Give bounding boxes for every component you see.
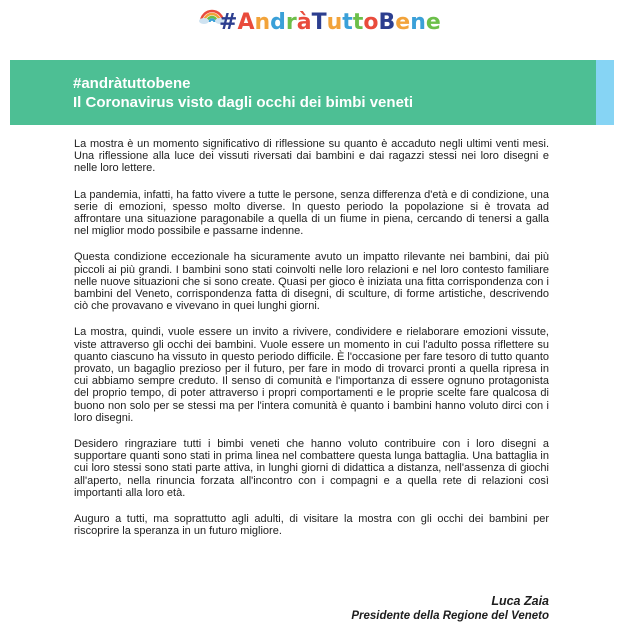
paragraph: Auguro a tutti, ma soprattutto agli adulti, di visitare la mostra con gli occhi dei bambini per riscoprire la speranza in un futuro migliore.	[74, 513, 549, 538]
banner-accent-stripe	[596, 60, 614, 125]
paragraph: La mostra, quindi, vuole essere un invito a rivivere, condividere e rielaborare emozioni vissute, viste attraverso gli occhi dei bambini. Vuole essere un momento in cui l'adulto possa riflettere su quanto ciascuno ha vissuto in questo periodo difficile. È l'occasione per fare tesoro di tutto quanto provato, un bagaglio prezioso per il futuro, per fare in modo di trovarci pronti a quella ripresa in cui abbiamo sempre creduto. Il senso di comunità e l'importanza di essere ognuno protagonista del proprio tempo, di poter attraverso i propri comportamenti e le proprie scelte fare qualcosa di buono non solo per se stessi ma per l'intera comunità è quanto i bambini hanno voluto dirci con i loro disegni.	[74, 326, 549, 424]
logo-letter: #	[219, 10, 238, 35]
paragraph: Desidero ringraziare tutti i bimbi veneti che hanno voluto contribuire con i loro disegni a supportare quanti sono stati in prima linea nel combattere questa lunga battaglia. Una battaglia in cui loro stessi sono stati parte attiva, in lunghi giorni di didattica a distanza, nell'assenza di giochi all'aperto, nella rinuncia forzata all'incontro con i compagni e a quella rete di relazioni così importanti alla loro età.	[74, 438, 549, 499]
logo-letter: u	[326, 10, 343, 35]
logo-letter: T	[311, 10, 327, 35]
paragraph: La pandemia, infatti, ha fatto vivere a tutte le persone, senza differenza d'età e di condizione, una serie di emozioni, spesso molto diverse. In questo periodo la popolazione si è trovata ad affrontare una situazione paragonabile a quella di un fiume in piena, cercando di tenersi a galla nel miglior modo possibile e passarne indenne.	[74, 188, 549, 238]
signature	[351, 594, 549, 624]
logo-letter: n	[410, 10, 426, 35]
banner-hashtag: #andràtuttobene	[73, 75, 191, 92]
logo-hashtag	[219, 10, 441, 35]
logo-letter: t	[342, 10, 353, 35]
header-logo	[0, 0, 629, 48]
logo-letter: t	[352, 10, 364, 35]
logo-letter: r	[285, 10, 297, 35]
signature-name: Luca Zaia	[491, 594, 549, 608]
signature-role: Presidente della Regione del Veneto	[351, 610, 549, 622]
banner-title	[73, 74, 413, 112]
logo-letter: o	[363, 10, 379, 35]
logo-letter: A	[237, 10, 255, 35]
logo-letter: d	[270, 10, 286, 35]
paragraph: Questa condizione eccezionale ha sicuramente avuto un impatto rilevante nei bambini, dai più piccoli ai più grandi. I bambini sono stati coinvolti nelle loro relazioni e nel loro contesto familiare nelle nuove situazioni che si sono create. Quasi per gioco è iniziata una fitta corrispondenza con i bambini del Veneto, corrispondenza fatta di disegni, di sculture, di forme artistiche, descrivendo ciò che provavano e vivevano in quei lunghi giorni.	[74, 251, 549, 313]
logo-letter: B	[378, 10, 396, 35]
page-title: Il Coronavirus visto dagli occhi dei bimbi veneti	[73, 94, 414, 111]
logo-letter: e	[395, 10, 411, 35]
paragraph: La mostra è un momento significativo di riflessione su quanto è accaduto negli ultimi venti mesi. Una riflessione alla luce dei vissuti riversati dai bambini e dai ragazzi stessi nei loro disegni e nelle loro lettere.	[74, 138, 549, 175]
logo-letter: e	[425, 10, 441, 35]
logo-letter: n	[254, 10, 271, 35]
letter-body	[74, 138, 549, 551]
logo-letter: à	[296, 10, 312, 35]
